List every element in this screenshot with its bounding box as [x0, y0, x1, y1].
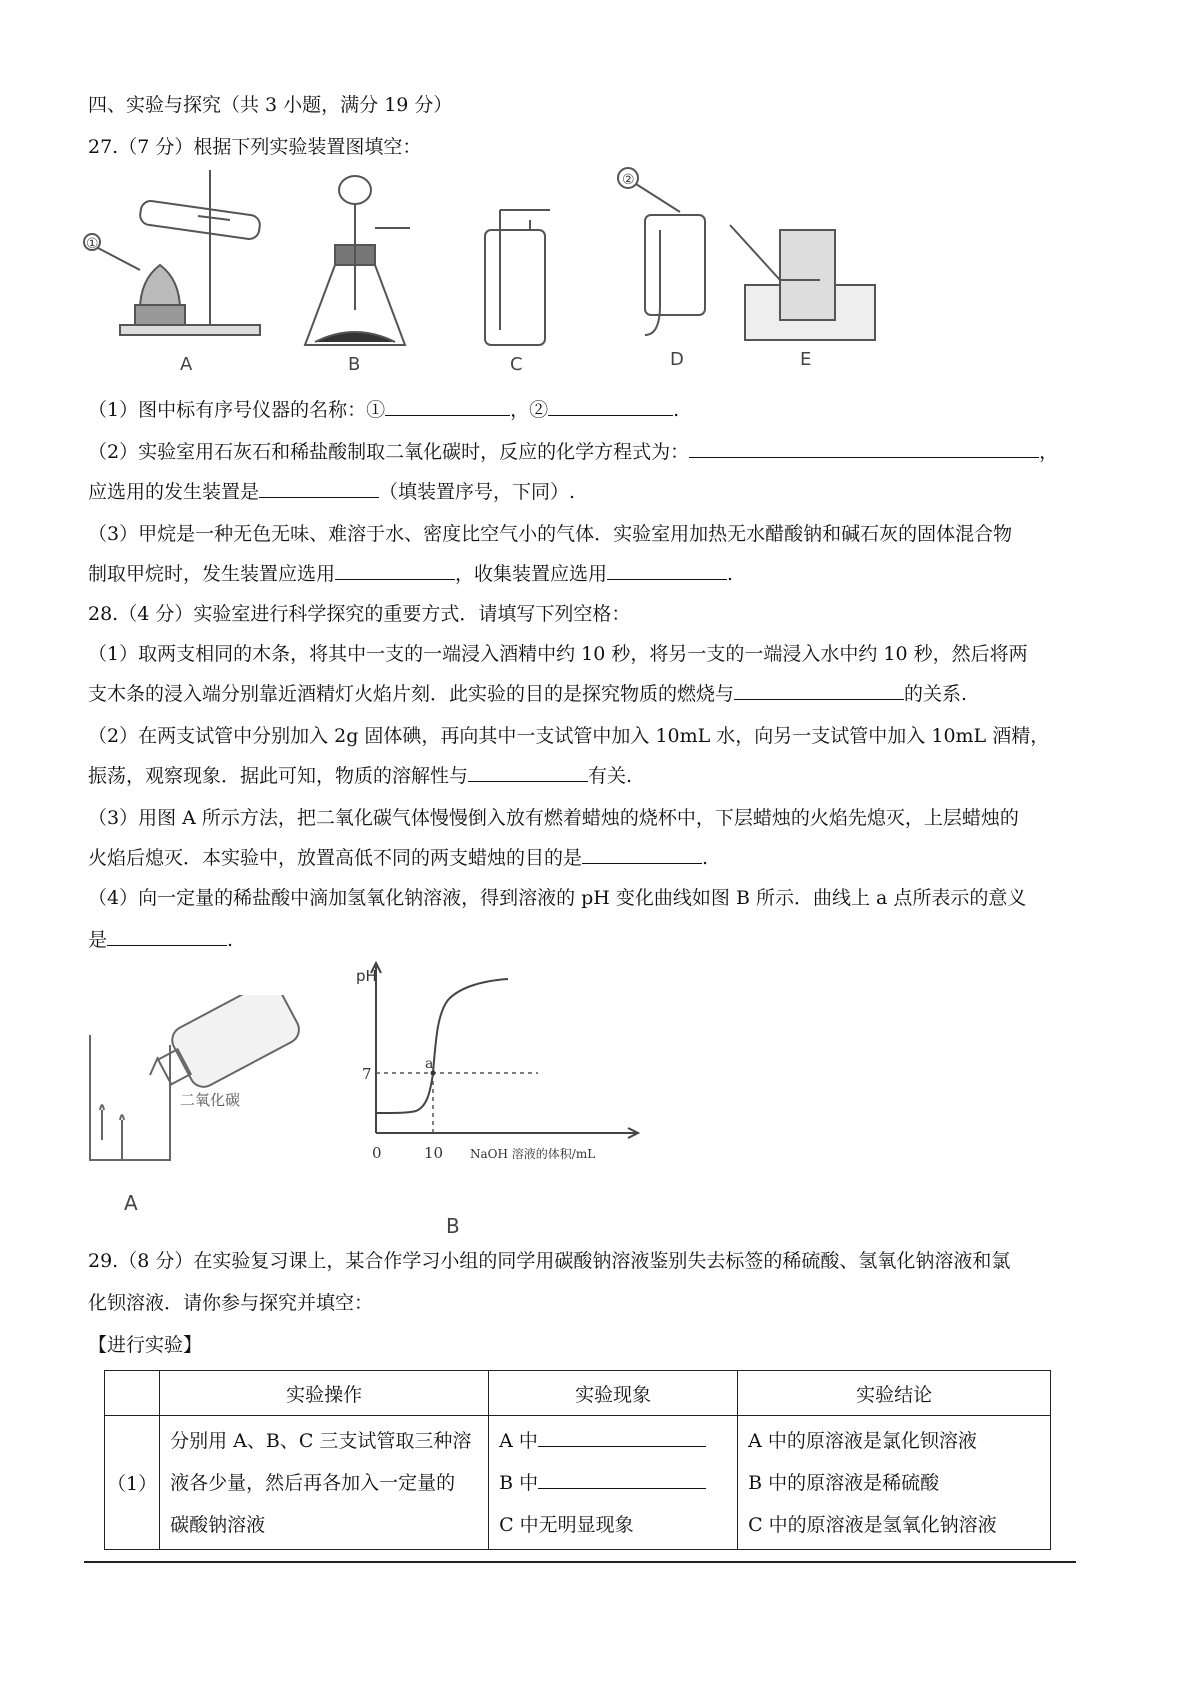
q29-stem-line2: 化钡溶液．请你参与探究并填空：	[88, 1292, 374, 1314]
answer-blank[interactable]	[538, 1470, 706, 1489]
figB-ylabel: pH	[356, 967, 377, 985]
ph-curve	[376, 979, 508, 1113]
marker-1: ①	[86, 236, 99, 252]
table-header: 实验操作	[160, 1371, 489, 1416]
table-row	[105, 1416, 1051, 1550]
answer-blank[interactable]	[538, 1428, 706, 1447]
row-index: （1）	[105, 1416, 160, 1550]
answer-blank[interactable]	[548, 397, 673, 416]
q28-stem: 28.（4 分）实验室进行科学探究的重要方式．请填写下列空格：	[88, 603, 631, 625]
table-header: 实验现象	[489, 1371, 738, 1416]
table-header-row	[105, 1371, 1051, 1416]
q27-stem: 27.（7 分）根据下列实验装置图填空：	[88, 136, 422, 158]
q29-section-label: 【进行实验】	[88, 1334, 203, 1356]
q28-part3-line1: （3）用图 A 所示方法，把二氧化碳气体慢慢倒入放有燃着蜡烛的烧杯中，下层蜡烛的火焰先熄灭，上层蜡烛的	[88, 807, 1019, 829]
answer-blank[interactable]	[385, 397, 510, 416]
figA-label: A	[124, 1191, 138, 1215]
section-title: 四、实验与探究（共 3 小题，满分 19 分）	[88, 94, 453, 116]
label-B: B	[348, 354, 361, 375]
answer-blank[interactable]	[734, 681, 904, 700]
marker-2: ②	[622, 172, 635, 188]
table-header	[105, 1371, 160, 1416]
label-E: E	[800, 349, 812, 370]
label-C: C	[510, 354, 523, 375]
answer-blank[interactable]	[335, 561, 455, 580]
label-D: D	[670, 349, 684, 370]
figA-bottle-text: 二氧化碳	[180, 1091, 241, 1109]
q27-part3-line2: 制取甲烷时，发生装置应选用 ，收集装置应选用 .	[88, 563, 734, 585]
figB-point-label: a	[425, 1056, 434, 1072]
q28-part2-line2: 振荡，观察现象．据此可知，物质的溶解性与 有关.	[88, 765, 633, 787]
footer-rule	[84, 1561, 1076, 1563]
q28-part3-line2: 火焰后熄灭．本实验中，放置高低不同的两支蜡烛的目的是 .	[88, 847, 709, 869]
phenomena-cell: A 中 B 中 C 中无明显现象	[489, 1416, 738, 1550]
q28-part1-line1: （1）取两支相同的木条，将其中一支的一端浸入酒精中约 10 秒，将另一支的一端浸入水中约 10 秒，然后将两	[88, 643, 1028, 665]
answer-blank[interactable]	[468, 763, 588, 782]
table-header: 实验结论	[738, 1371, 1051, 1416]
experiment-table	[104, 1370, 1051, 1550]
answer-blank[interactable]	[107, 927, 227, 946]
answer-blank[interactable]	[689, 439, 1039, 458]
q28-figure-A	[80, 995, 310, 1225]
q27-apparatus-figure	[80, 160, 900, 380]
q27-part2-line2: 应选用的发生装置是 （填装置序号，下同）.	[88, 481, 576, 503]
label-A: A	[180, 354, 193, 375]
figB-xtick-0: 0	[372, 1144, 382, 1162]
answer-blank[interactable]	[259, 479, 379, 498]
q29-stem-line1: 29.（8 分）在实验复习课上，某合作学习小组的同学用碳酸钠溶液鉴别失去标签的稀硫酸、氢氧化钠溶液和氯	[88, 1250, 1011, 1272]
q28-part2-line1: （2）在两支试管中分别加入 2g 固体碘，再向其中一支试管中加入 10mL 水，向另一支试管中加入 10mL 酒精，	[88, 725, 1050, 747]
figB-label: B	[446, 1214, 460, 1238]
q27-part1: （1）图中标有序号仪器的名称：① ，② .	[88, 399, 680, 421]
conclusion-cell: A 中的原溶液是氯化钡溶液 B 中的原溶液是稀硫酸 C 中的原溶液是氢氧化钠溶液	[738, 1416, 1051, 1550]
q27-part2-line1: （2）实验室用石灰石和稀盐酸制取二氧化碳时，反应的化学方程式为： ，	[88, 441, 1059, 463]
q28-part4-line2: 是 .	[88, 929, 234, 951]
operation-cell: 分别用 A、B、C 三支试管取三种溶 液各少量，然后再各加入一定量的 碳酸钠溶液	[160, 1416, 489, 1550]
figB-xlabel: NaOH 溶液的体积/mL	[470, 1147, 596, 1161]
answer-blank[interactable]	[607, 561, 727, 580]
answer-blank[interactable]	[582, 845, 702, 864]
q28-part1-line2: 支木条的浸入端分别靠近酒精灯火焰片刻．此实验的目的是探究物质的燃烧与 的关系.	[88, 683, 968, 705]
figB-ytick: 7	[362, 1065, 372, 1083]
q28-figure-B	[338, 955, 678, 1245]
q27-part3-line1: （3）甲烷是一种无色无味、难溶于水、密度比空气小的气体．实验室用加热无水醋酸钠和碱石灰的固体混合物	[88, 523, 1013, 545]
figB-xtick-10: 10	[424, 1144, 444, 1162]
q28-part4-line1: （4）向一定量的稀盐酸中滴加氢氧化钠溶液，得到溶液的 pH 变化曲线如图 B 所示．曲线上 a 点所表示的意义	[88, 887, 1027, 909]
